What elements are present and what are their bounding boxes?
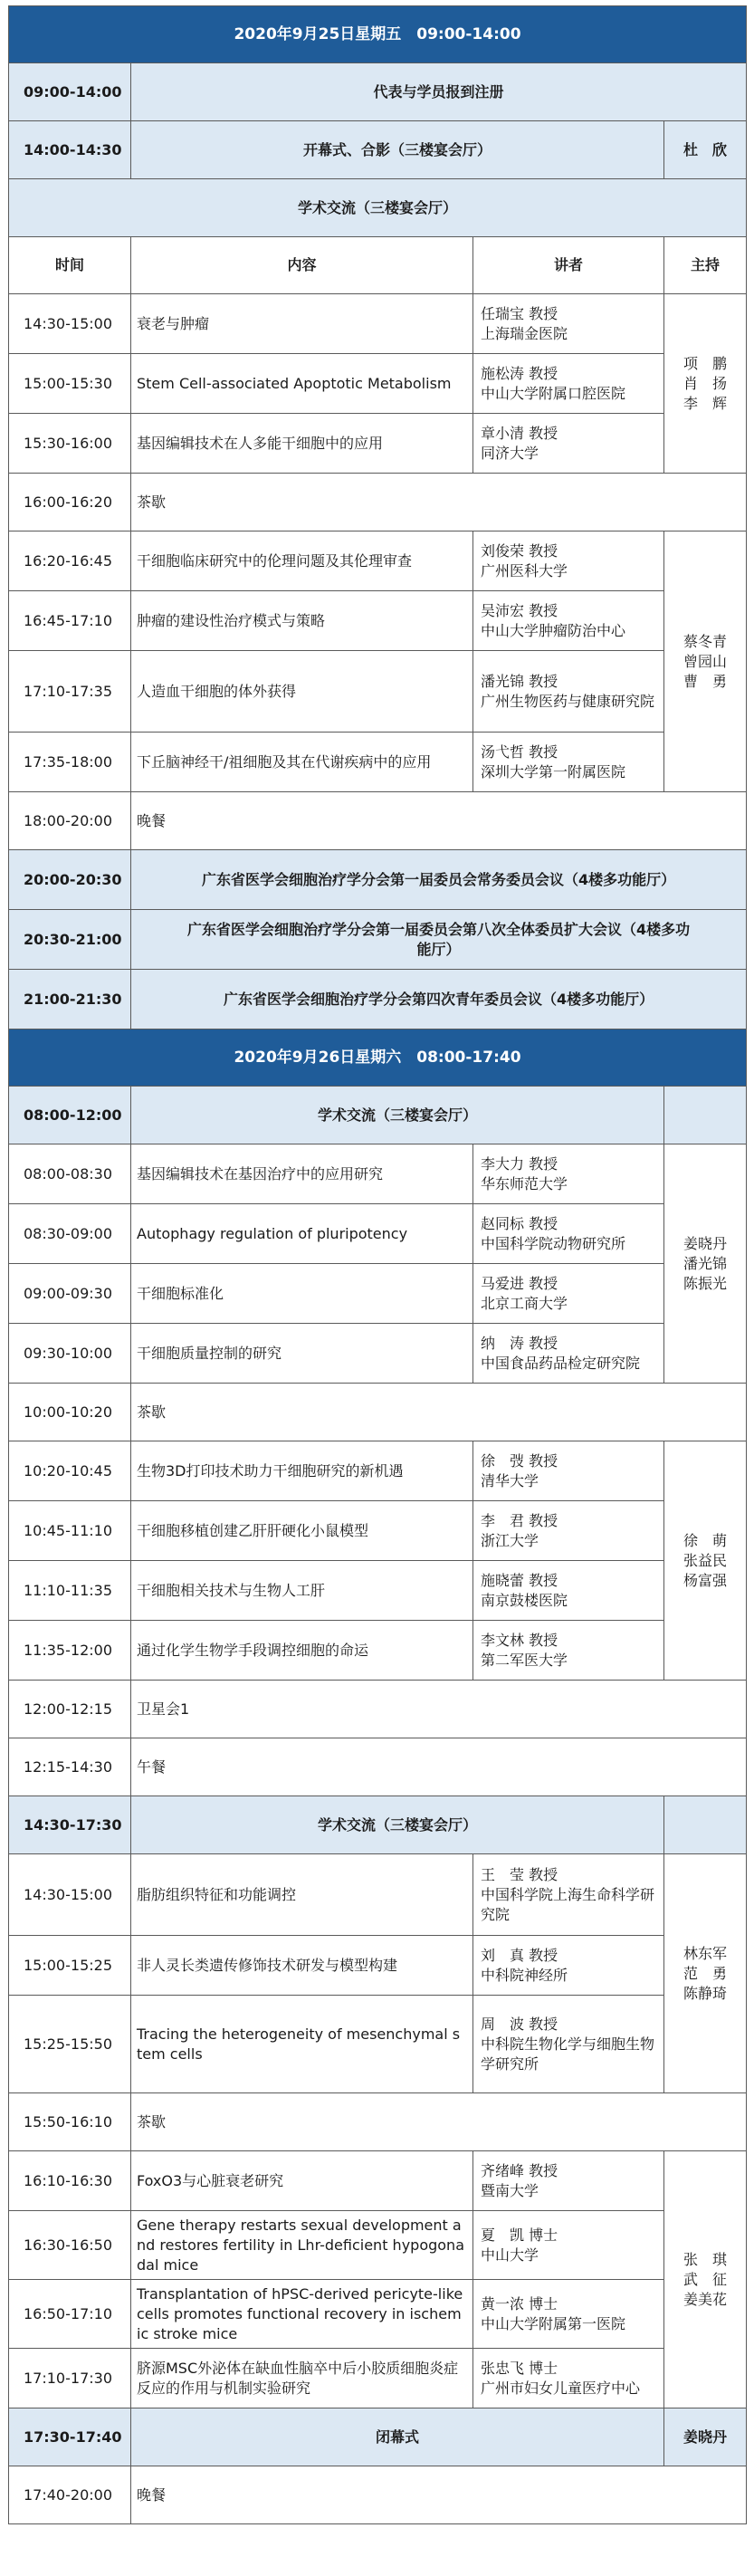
speaker-name: 张忠飞 博士 <box>481 2359 558 2377</box>
chair-name: 陈振光 <box>683 1274 728 1292</box>
break-row <box>9 2093 747 2151</box>
time-cell: 17:30-17:40 <box>9 2408 131 2466</box>
talk-title: 干细胞移植创建乙肝肝硬化小鼠模型 <box>131 1501 473 1561</box>
speaker-cell <box>473 294 664 354</box>
empty-cell <box>664 1087 747 1144</box>
table-row <box>9 1441 747 1501</box>
time-cell: 15:25-15:50 <box>9 1996 131 2093</box>
talk-title: 脐源MSC外泌体在缺血性脑卒中后小胶质细胞炎症反应的作用与机制实验研究 <box>131 2349 473 2408</box>
table-row <box>9 1936 747 1996</box>
time-cell: 18:00-20:00 <box>9 792 131 850</box>
time-cell: 11:10-11:35 <box>9 1561 131 1621</box>
speaker-cell <box>473 531 664 591</box>
meeting-title: 广东省医学会细胞治疗学分会第一届委员会第八次全体委员扩大会议（4楼多功能厅） <box>131 910 747 970</box>
table-row <box>9 2349 747 2408</box>
speaker-cell <box>473 1324 664 1384</box>
talk-title: 生物3D打印技术助力干细胞研究的新机遇 <box>131 1441 473 1501</box>
header-host: 主持 <box>664 237 747 294</box>
speaker-affiliation: 广州市妇女儿童医疗中心 <box>481 2379 641 2397</box>
speaker-name: 施松涛 教授 <box>481 364 558 382</box>
time-cell: 12:00-12:15 <box>9 1681 131 1738</box>
empty-cell <box>664 1796 747 1854</box>
speaker-cell <box>473 1441 664 1501</box>
chair-name: 陈静琦 <box>683 1984 728 2002</box>
speaker-cell <box>473 1501 664 1561</box>
table-row <box>9 1854 747 1936</box>
talk-title: 通过化学生物学手段调控细胞的命运 <box>131 1621 473 1681</box>
table-row <box>9 414 747 474</box>
meeting-title: 广东省医学会细胞治疗学分会第四次青年委员会议（4楼多功能厅） <box>131 970 747 1029</box>
time-cell: 10:45-11:10 <box>9 1501 131 1561</box>
speaker-name: 齐绪峰 教授 <box>481 2161 558 2179</box>
time-cell: 17:10-17:35 <box>9 651 131 733</box>
table-row <box>9 1621 747 1681</box>
chair-name: 张益民 <box>683 1551 728 1569</box>
talk-title: Transplantation of hPSC-derived pericyte-like cells promotes functional recovery in ischemic stroke mice <box>131 2280 473 2349</box>
speaker-name: 夏 凯 博士 <box>481 2226 558 2244</box>
speaker-name: 李文林 教授 <box>481 1631 558 1649</box>
session-chairs <box>664 1854 747 2093</box>
satellite-title: 卫星会1 <box>131 1681 747 1738</box>
speaker-name: 刘俊荣 教授 <box>481 541 558 560</box>
time-cell: 09:30-10:00 <box>9 1324 131 1384</box>
talk-title: 干细胞相关技术与生物人工肝 <box>131 1561 473 1621</box>
time-cell: 14:30-15:00 <box>9 1854 131 1936</box>
speaker-name: 潘光锦 教授 <box>481 672 558 690</box>
talk-title: 干细胞标准化 <box>131 1264 473 1324</box>
day1-banner-row <box>9 6 747 63</box>
time-cell: 14:30-15:00 <box>9 294 131 354</box>
closing-title: 闭幕式 <box>131 2408 664 2466</box>
chair-name: 曾园山 <box>683 652 728 670</box>
speaker-affiliation: 中山大学肿瘤防治中心 <box>481 621 626 639</box>
talk-title: Autophagy regulation of pluripotency <box>131 1204 473 1264</box>
speaker-name: 刘 真 教授 <box>481 1946 558 1964</box>
lunch-row <box>9 1738 747 1796</box>
time-cell: 15:50-16:10 <box>9 2093 131 2151</box>
chair-name: 肖 扬 <box>683 374 728 392</box>
opening-host: 杜 欣 <box>664 121 747 179</box>
academic-title: 学术交流（三楼宴会厅） <box>9 179 747 237</box>
time-cell: 16:20-16:45 <box>9 531 131 591</box>
time-cell: 20:00-20:30 <box>9 850 131 910</box>
talk-title: 干细胞临床研究中的伦理问题及其伦理审查 <box>131 531 473 591</box>
time-cell: 17:40-20:00 <box>9 2466 131 2524</box>
speaker-affiliation: 中国食品药品检定研究院 <box>481 1354 641 1372</box>
speaker-cell <box>473 1144 664 1204</box>
speaker-affiliation: 浙江大学 <box>481 1531 539 1549</box>
speaker-affiliation: 暨南大学 <box>481 2181 539 2199</box>
chair-name: 李 辉 <box>683 394 728 412</box>
speaker-cell <box>473 1854 664 1936</box>
table-row <box>9 531 747 591</box>
time-cell: 17:10-17:30 <box>9 2349 131 2408</box>
time-cell: 10:00-10:20 <box>9 1384 131 1441</box>
chair-name: 蔡冬青 <box>683 632 728 650</box>
speaker-affiliation: 中国科学院上海生命科学研究院 <box>481 1885 655 1923</box>
time-cell: 09:00-09:30 <box>9 1264 131 1324</box>
time-cell: 11:35-12:00 <box>9 1621 131 1681</box>
break-title: 茶歇 <box>131 474 747 531</box>
speaker-cell <box>473 414 664 474</box>
chair-name: 武 征 <box>683 2270 728 2288</box>
time-cell: 08:00-12:00 <box>9 1087 131 1144</box>
talk-title: FoxO3与心脏衰老研究 <box>131 2151 473 2211</box>
chair-name: 姜美花 <box>683 2290 728 2308</box>
chair-name: 徐 萌 <box>683 1531 728 1549</box>
afternoon-title: 学术交流（三楼宴会厅） <box>131 1796 664 1854</box>
speaker-affiliation: 中山大学附属口腔医院 <box>481 384 626 402</box>
speaker-name: 王 莹 教授 <box>481 1865 558 1883</box>
speaker-name: 徐 弢 教授 <box>481 1451 558 1470</box>
session-chairs <box>664 1441 747 1681</box>
talk-title: 干细胞质量控制的研究 <box>131 1324 473 1384</box>
afternoon-title-row <box>9 1796 747 1854</box>
speaker-affiliation: 广州生物医药与健康研究院 <box>481 692 655 710</box>
time-cell: 10:20-10:45 <box>9 1441 131 1501</box>
table-row <box>9 1204 747 1264</box>
session-chairs <box>664 2151 747 2408</box>
table-row <box>9 294 747 354</box>
speaker-cell <box>473 2151 664 2211</box>
speaker-affiliation: 广州医科大学 <box>481 561 568 579</box>
chair-name: 曹 勇 <box>683 672 728 690</box>
table-row <box>9 2151 747 2211</box>
time-cell: 16:00-16:20 <box>9 474 131 531</box>
break-title: 茶歇 <box>131 1384 747 1441</box>
chair-name: 姜晓丹 <box>683 1234 728 1252</box>
time-cell: 14:00-14:30 <box>9 121 131 179</box>
talk-title: 基因编辑技术在基因治疗中的应用研究 <box>131 1144 473 1204</box>
chair-name: 林东军 <box>683 1944 728 1962</box>
time-cell: 16:30-16:50 <box>9 2211 131 2280</box>
speaker-name: 李大力 教授 <box>481 1154 558 1173</box>
speaker-name: 纳 涛 教授 <box>481 1334 558 1352</box>
dinner-row <box>9 792 747 850</box>
speaker-name: 周 波 教授 <box>481 2015 558 2033</box>
session-chairs <box>664 531 747 792</box>
speaker-cell <box>473 1936 664 1996</box>
talk-title: 脂肪组织特征和功能调控 <box>131 1854 473 1936</box>
speaker-affiliation: 第二军医大学 <box>481 1651 568 1669</box>
time-cell: 15:00-15:30 <box>9 354 131 414</box>
table-row <box>9 651 747 733</box>
meeting-row <box>9 910 747 970</box>
day1-banner: 2020年9月25日星期五 09:00-14:00 <box>9 6 747 63</box>
table-row <box>9 1561 747 1621</box>
speaker-affiliation: 深圳大学第一附属医院 <box>481 762 626 780</box>
dinner-title: 晚餐 <box>131 792 747 850</box>
morning-title-row <box>9 1087 747 1144</box>
speaker-affiliation: 上海瑞金医院 <box>481 324 568 342</box>
opening-row <box>9 121 747 179</box>
speaker-affiliation: 同济大学 <box>481 444 539 462</box>
closing-row <box>9 2408 747 2466</box>
meeting-row <box>9 970 747 1029</box>
header-time: 时间 <box>9 237 131 294</box>
speaker-cell <box>473 591 664 651</box>
time-cell: 16:50-17:10 <box>9 2280 131 2349</box>
speaker-affiliation: 中科院神经所 <box>481 1966 568 1984</box>
speaker-cell <box>473 354 664 414</box>
registration-row <box>9 63 747 121</box>
lunch-title: 午餐 <box>131 1738 747 1796</box>
speaker-cell <box>473 733 664 792</box>
chair-name: 项 鹏 <box>683 354 728 372</box>
chair-name: 潘光锦 <box>683 1254 728 1272</box>
table-row <box>9 1144 747 1204</box>
session-chairs <box>664 294 747 474</box>
time-cell: 20:30-21:00 <box>9 910 131 970</box>
speaker-affiliation: 北京工商大学 <box>481 1294 568 1312</box>
talk-title: 非人灵长类遗传修饰技术研发与模型构建 <box>131 1936 473 1996</box>
meeting-title: 广东省医学会细胞治疗学分会第一届委员会常务委员会议（4楼多功能厅） <box>131 850 747 910</box>
header-content: 内容 <box>131 237 473 294</box>
opening-title: 开幕式、合影（三楼宴会厅） <box>131 121 664 179</box>
table-row <box>9 733 747 792</box>
talk-title: Gene therapy restarts sexual development and restores fertility in Lhr-deficient hypogonadal mice <box>131 2211 473 2280</box>
speaker-cell <box>473 1561 664 1621</box>
closing-host: 姜晓丹 <box>664 2408 747 2466</box>
speaker-cell <box>473 1264 664 1324</box>
speaker-cell <box>473 1204 664 1264</box>
speaker-cell <box>473 1996 664 2093</box>
speaker-cell <box>473 2280 664 2349</box>
speaker-name: 吴沛宏 教授 <box>481 601 558 619</box>
table-row <box>9 2211 747 2280</box>
academic-title-row <box>9 179 747 237</box>
break-row <box>9 474 747 531</box>
talk-title: Stem Cell-associated Apoptotic Metabolism <box>131 354 473 414</box>
table-row <box>9 1264 747 1324</box>
chair-name: 范 勇 <box>683 1964 728 1982</box>
speaker-affiliation: 中山大学附属第一医院 <box>481 2314 626 2332</box>
speaker-name: 任瑞宝 教授 <box>481 304 558 322</box>
time-cell: 09:00-14:00 <box>9 63 131 121</box>
time-cell: 08:00-08:30 <box>9 1144 131 1204</box>
time-cell: 16:45-17:10 <box>9 591 131 651</box>
time-cell: 21:00-21:30 <box>9 970 131 1029</box>
talk-title: 下丘脑神经干/祖细胞及其在代谢疾病中的应用 <box>131 733 473 792</box>
talk-title: 衰老与肿瘤 <box>131 294 473 354</box>
speaker-affiliation: 中山大学 <box>481 2246 539 2264</box>
speaker-name: 马爱进 教授 <box>481 1274 558 1292</box>
speaker-cell <box>473 651 664 733</box>
talk-title: Tracing the heterogeneity of mesenchymal stem cells <box>131 1996 473 2093</box>
time-cell: 08:30-09:00 <box>9 1204 131 1264</box>
time-cell: 15:00-15:25 <box>9 1936 131 1996</box>
header-speaker: 讲者 <box>473 237 664 294</box>
satellite-row <box>9 1681 747 1738</box>
time-cell: 15:30-16:00 <box>9 414 131 474</box>
speaker-affiliation: 中国科学院动物研究所 <box>481 1234 626 1252</box>
session-chairs <box>664 1144 747 1384</box>
time-cell: 16:10-16:30 <box>9 2151 131 2211</box>
table-header-row <box>9 237 747 294</box>
speaker-cell <box>473 1621 664 1681</box>
registration-title: 代表与学员报到注册 <box>131 63 747 121</box>
chair-name: 杨富强 <box>683 1571 728 1589</box>
table-row <box>9 1324 747 1384</box>
table-row <box>9 591 747 651</box>
dinner-title: 晚餐 <box>131 2466 747 2524</box>
speaker-affiliation: 清华大学 <box>481 1471 539 1489</box>
time-cell: 14:30-17:30 <box>9 1796 131 1854</box>
speaker-name: 章小清 教授 <box>481 424 558 442</box>
time-cell: 12:15-14:30 <box>9 1738 131 1796</box>
break-row <box>9 1384 747 1441</box>
morning-title: 学术交流（三楼宴会厅） <box>131 1087 664 1144</box>
speaker-name: 李 君 教授 <box>481 1511 558 1529</box>
talk-title: 人造血干细胞的体外获得 <box>131 651 473 733</box>
dinner-row <box>9 2466 747 2524</box>
speaker-name: 施晓蕾 教授 <box>481 1571 558 1589</box>
day2-banner-row <box>9 1029 747 1087</box>
day2-banner: 2020年9月26日星期六 08:00-17:40 <box>9 1029 747 1087</box>
schedule-table <box>8 5 747 2524</box>
table-row <box>9 2280 747 2349</box>
meeting-row <box>9 850 747 910</box>
talk-title: 肿瘤的建设性治疗模式与策略 <box>131 591 473 651</box>
speaker-name: 赵同标 教授 <box>481 1214 558 1232</box>
speaker-name: 黄一浓 博士 <box>481 2294 558 2313</box>
speaker-name: 汤弋哲 教授 <box>481 742 558 761</box>
table-row <box>9 354 747 414</box>
speaker-cell <box>473 2211 664 2280</box>
break-title: 茶歇 <box>131 2093 747 2151</box>
speaker-affiliation: 南京鼓楼医院 <box>481 1591 568 1609</box>
time-cell: 17:35-18:00 <box>9 733 131 792</box>
chair-name: 张 琪 <box>683 2250 728 2268</box>
speaker-affiliation: 中科院生物化学与细胞生物学研究所 <box>481 2035 655 2073</box>
table-row <box>9 1996 747 2093</box>
table-row <box>9 1501 747 1561</box>
speaker-affiliation: 华东师范大学 <box>481 1174 568 1192</box>
talk-title: 基因编辑技术在人多能干细胞中的应用 <box>131 414 473 474</box>
speaker-cell <box>473 2349 664 2408</box>
